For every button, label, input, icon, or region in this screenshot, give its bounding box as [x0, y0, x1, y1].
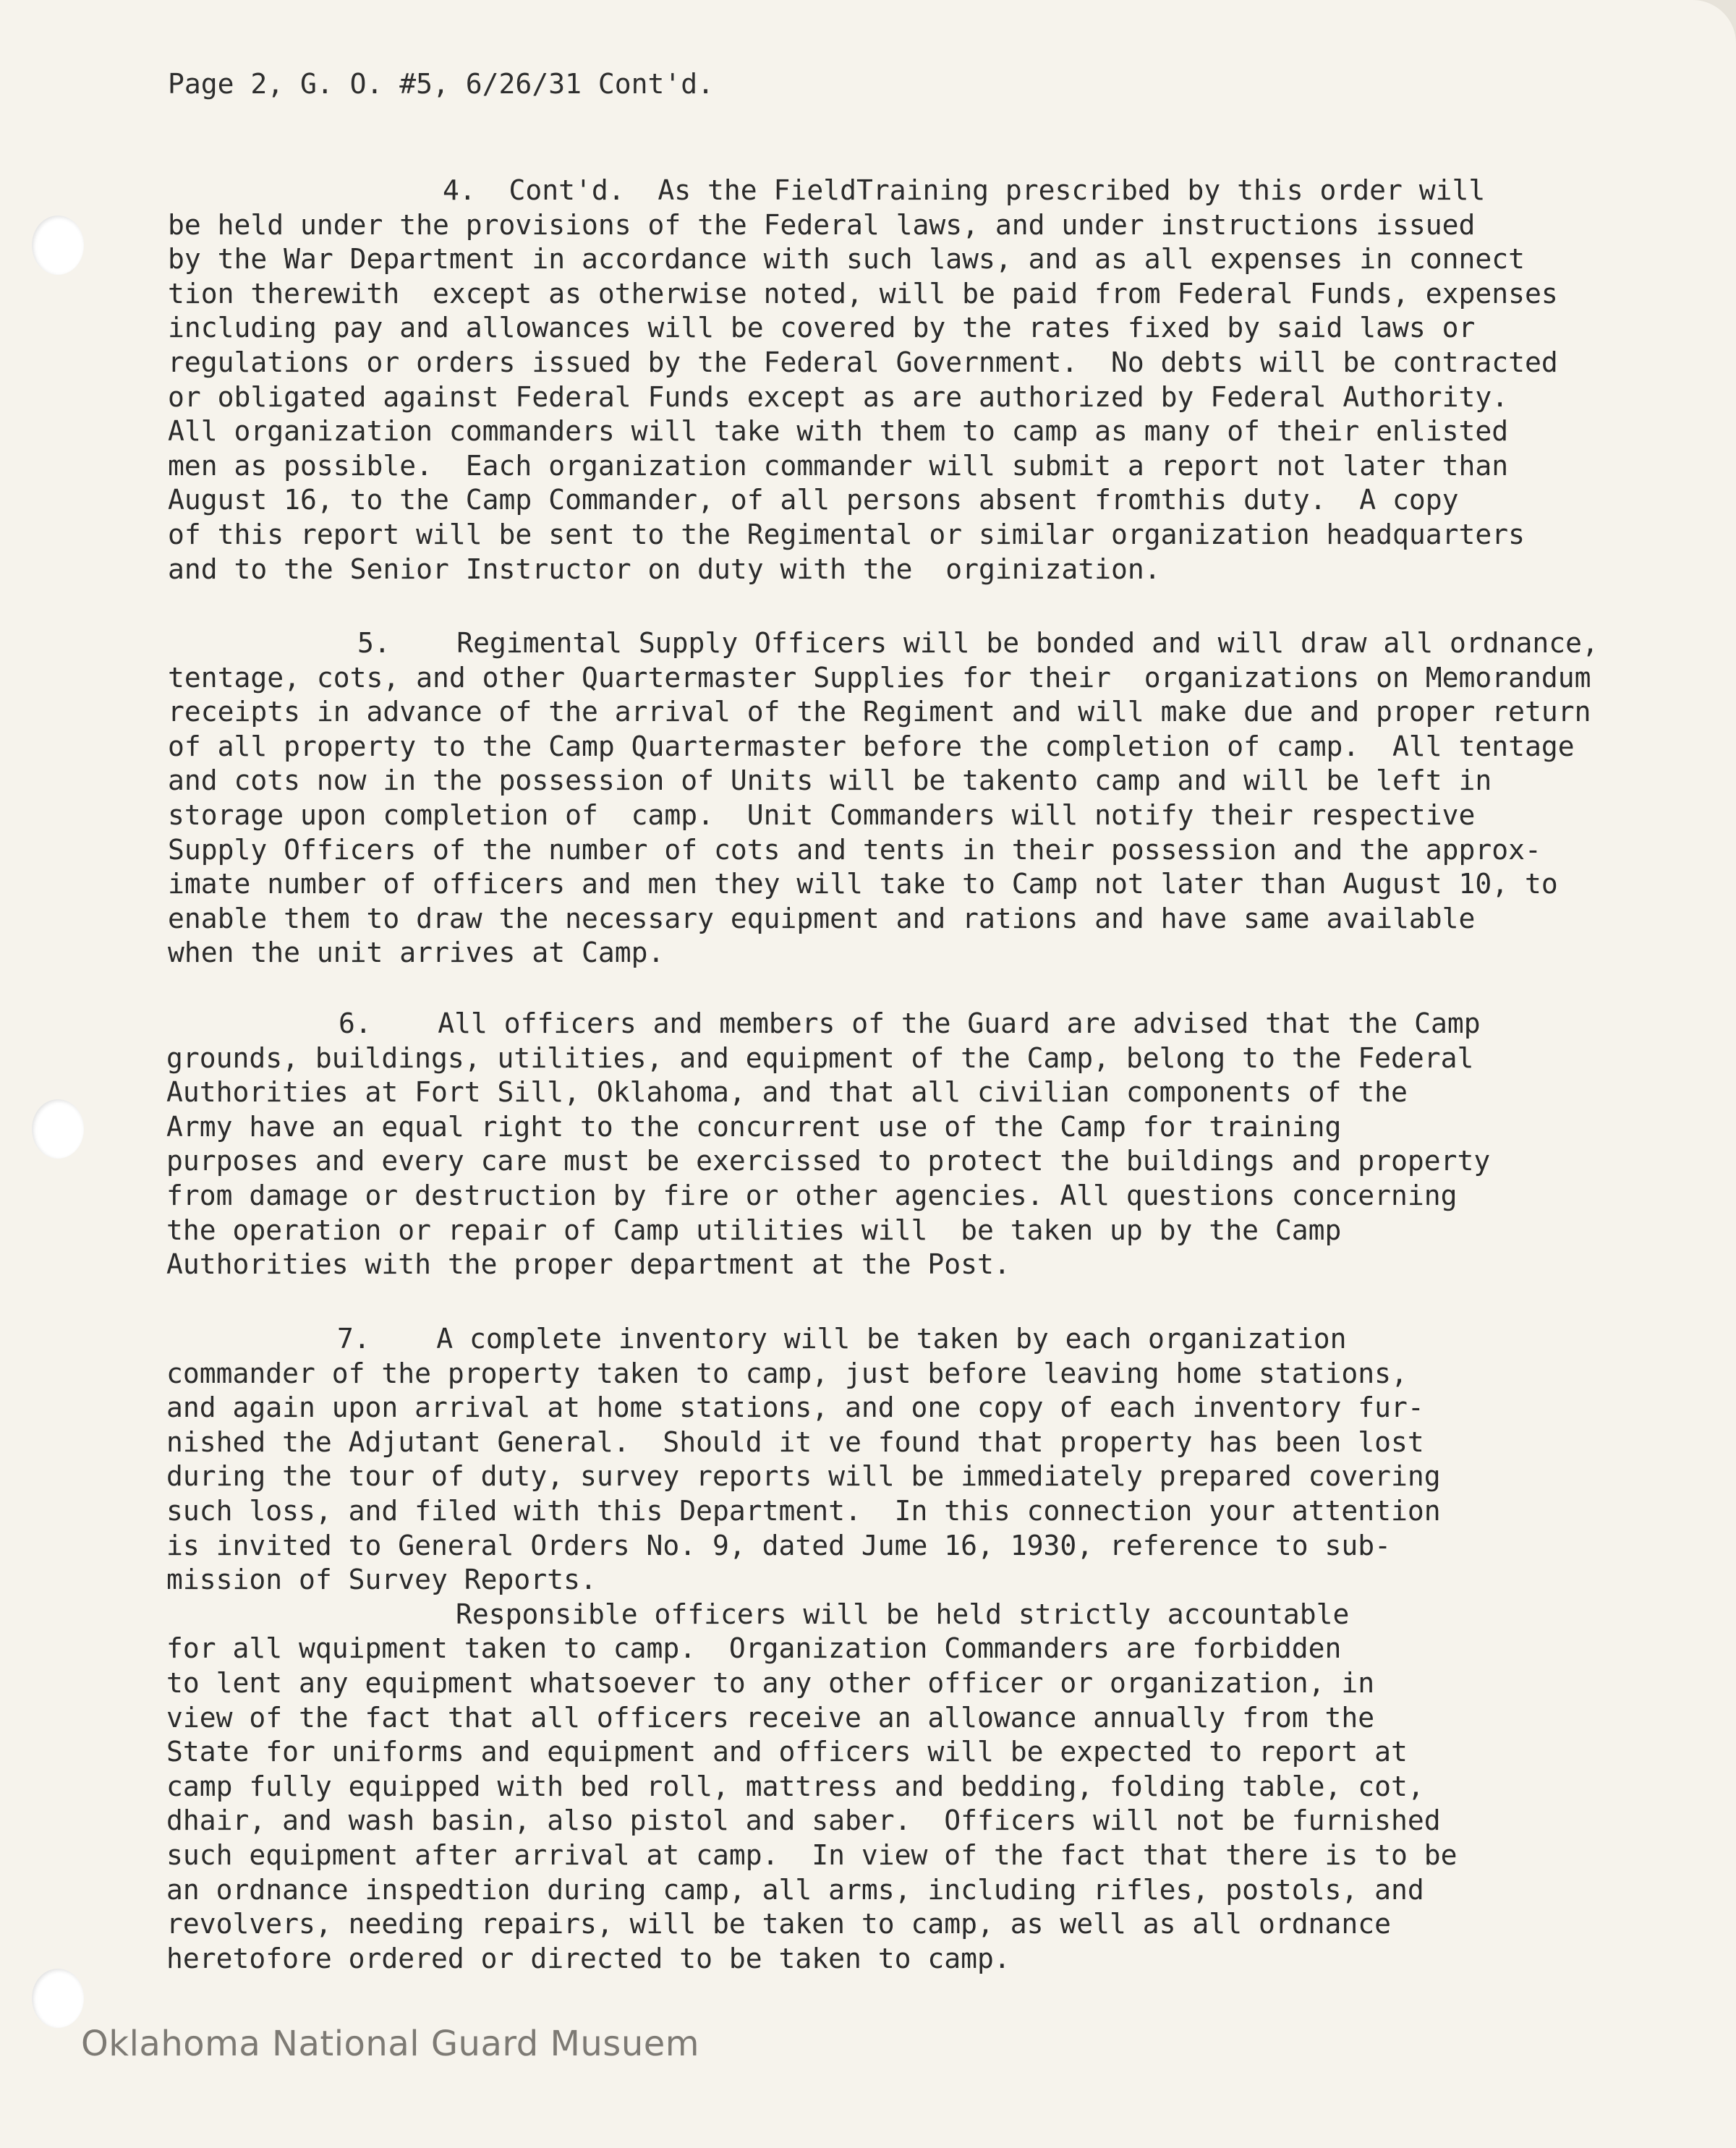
text-line: the operation or repair of Camp utilities will be taken up by the Camp — [166, 1214, 1342, 1246]
text-line: tentage, cots, and other Quartermaster Supplies for their organizations on Memorandum — [168, 661, 1591, 694]
text-line: August 16, to the Camp Commander, of all persons absent fromthis duty. A copy — [168, 484, 1459, 516]
text-line: 5. Regimental Supply Officers will be bonded and will draw all ordnance, — [357, 627, 1599, 659]
text-line: 6. All officers and members of the Guard are advised that the Camp — [339, 1007, 1481, 1039]
text-line: and cots now in the possession of Units will be takento camp and will be left in — [168, 764, 1492, 797]
text-line: purposes and every care must be exercissed to protect the buildings and property — [166, 1145, 1491, 1177]
text-line: from damage or destruction by fire or other agencies. All questions concerning — [166, 1179, 1458, 1211]
text-line: dhair, and wash basin, also pistol and saber. Officers will not be furnished — [166, 1804, 1441, 1837]
text-line: including pay and allowances will be covered by the rates fixed by said laws or — [168, 312, 1476, 344]
text-line: Army have an equal right to the concurrent use of the Camp for training — [166, 1110, 1342, 1143]
text-line: or obligated against Federal Funds except as are authorized by Federal Authority. — [168, 380, 1509, 413]
text-line: tion therewith except as otherwise noted, will be paid from Federal Funds, expenses — [168, 277, 1558, 310]
text-line: during the tour of duty, survey reports will be immediately prepared covering — [166, 1460, 1441, 1493]
text-line: to lent any equipment whatsoever to any other officer or organization, in — [166, 1666, 1375, 1699]
text-line: of this report will be sent to the Regimental or similar organization headquarters — [168, 518, 1525, 550]
text-line: commander of the property taken to camp, just before leaving home stations, — [166, 1357, 1408, 1389]
page-header: Page 2, G. O. #5, 6/26/31 Cont'd. — [168, 68, 714, 100]
text-line: of all property to the Camp Quartermaster before the completion of camp. All tentage — [168, 730, 1575, 762]
museum-watermark: Oklahoma National Guard Musuem — [81, 2024, 700, 2064]
text-line: for all wquipment taken to camp. Organization Commanders are forbidden — [166, 1632, 1342, 1665]
text-line: regulations or orders issued by the Federal Government. No debts will be contracted — [168, 346, 1558, 378]
paragraph-5 — [0, 626, 1599, 971]
text-line: is invited to General Orders No. 9, dated Jume 16, 1930, reference to sub- — [166, 1529, 1391, 1561]
text-line: grounds, buildings, utilities, and equipment of the Camp, belong to the Federal — [166, 1041, 1474, 1074]
text-line: be held under the provisions of the Federal laws, and under instructions issued — [168, 208, 1476, 241]
punch-hole — [32, 1969, 84, 2028]
text-line: Authorities at Fort Sill, Oklahoma, and that all civilian components of the — [166, 1076, 1408, 1109]
text-line: by the War Department in accordance with such laws, and as all expenses in connect — [168, 243, 1525, 276]
paragraph-6 — [0, 1007, 1490, 1282]
text-line: heretofore ordered or directed to be taken to camp. — [166, 1942, 1010, 1974]
text-line: and to the Senior Instructor on duty with the orginization. — [168, 553, 1161, 585]
text-line: camp fully equipped with bed roll, mattress and bedding, folding table, cot, — [166, 1770, 1424, 1802]
text-line: receipts in advance of the arrival of the Regiment and will make due and proper return — [168, 696, 1591, 728]
text-line: nished the Adjutant General. Should it ve found that property has been lost — [166, 1425, 1424, 1458]
text-line: storage upon completion of camp. Unit Commanders will notify their respective — [168, 798, 1476, 831]
text-line: Authorities with the proper department at the Post. — [166, 1248, 1010, 1281]
text-line: men as possible. Each organization commander will submit a report not later than — [168, 449, 1509, 482]
text-line: Supply Officers of the number of cots and tents in their possession and the approx- — [168, 833, 1541, 866]
paragraph-4 — [0, 174, 1558, 587]
text-line: such equipment after arrival at camp. In view of the fact that there is to be — [166, 1838, 1458, 1871]
text-line: enable them to draw the necessary equipment and rations and have same available — [168, 902, 1476, 934]
text-line: State for uniforms and equipment and officers will be expected to report at — [166, 1736, 1408, 1768]
text-line: view of the fact that all officers receive an allowance annually from the — [166, 1701, 1375, 1734]
text-line: 7. A complete inventory will be taken by each organization — [337, 1323, 1347, 1355]
text-line: revolvers, needing repairs, will be taken to camp, as well as all ordnance — [166, 1908, 1391, 1940]
text-line: an ordnance inspedtion during camp, all arms, including rifles, postols, and — [166, 1873, 1424, 1906]
text-line: All organization commanders will take with them to camp as many of their enlisted — [168, 415, 1509, 448]
text-line: such loss, and filed with this Department. In this connection your attention — [166, 1494, 1441, 1527]
text-line: and again upon arrival at home stations, and one copy of each inventory fur- — [166, 1391, 1424, 1424]
text-line: Responsible officers will be held strictly accountable — [456, 1598, 1350, 1630]
text-line: imate number of officers and men they will take to Camp not later than August 10, to — [168, 868, 1558, 900]
text-line: when the unit arrives at Camp. — [168, 937, 665, 969]
text-line: 4. Cont'd. As the FieldTraining prescribed by this order will — [443, 174, 1486, 206]
paragraph-7 — [0, 1322, 1457, 1976]
text-line: mission of Survey Reports. — [166, 1564, 597, 1596]
